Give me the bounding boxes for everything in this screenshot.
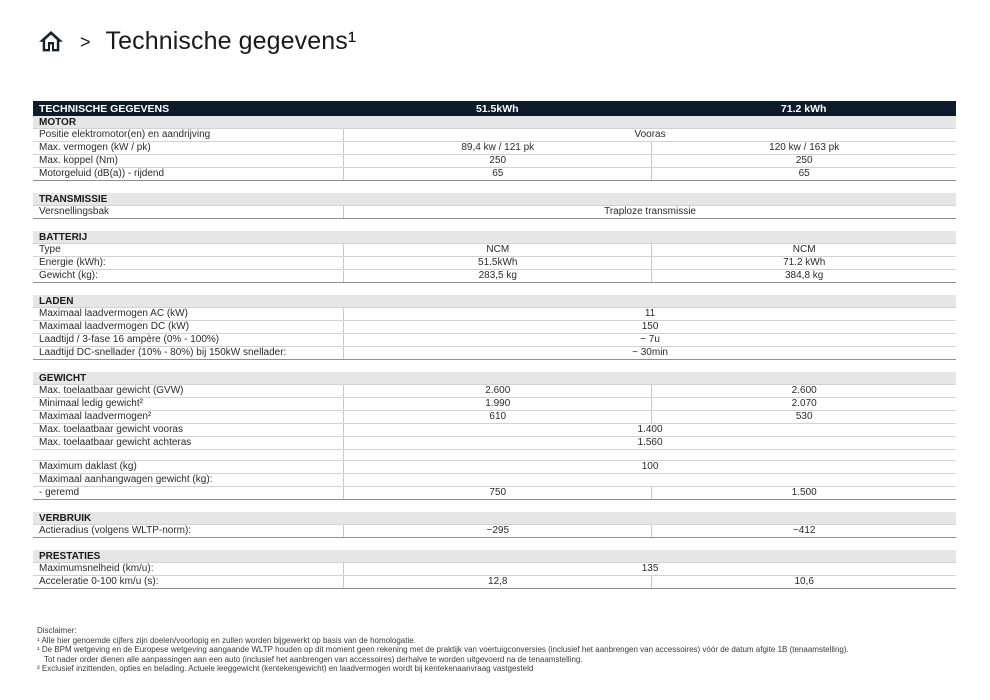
table-section: [33, 116, 956, 181]
row-label: Type: [39, 244, 61, 255]
table-section: [33, 231, 956, 283]
table-header-col1: 51.5kWh: [475, 102, 519, 115]
row-value: 384,8 kg: [651, 270, 956, 282]
table-row: [33, 525, 956, 538]
table-row: [33, 411, 956, 424]
row-label: Maximumsnelheid (km/u):: [39, 563, 154, 574]
row-label: Laadtijd DC-snellader (10% - 80%) bij 150kW snellader:: [39, 347, 287, 358]
disclaimer-title: Disclaimer:: [37, 626, 77, 635]
row-value-empty: [343, 474, 956, 486]
table-row: [33, 321, 956, 334]
row-label: Gewicht (kg):: [39, 270, 98, 281]
row-value: 135: [343, 563, 956, 575]
row-value: 750: [343, 487, 651, 499]
row-value: 1.560: [343, 437, 956, 449]
table-row: [33, 129, 956, 142]
row-value: Traploze transmissie: [343, 206, 956, 218]
disclaimer-line: ² Exclusief inzittenden, opties en belading. Actuele leeggewicht (kentekengewicht) en laadvermogen wordt bij kentekenaanvraag vastgesteld: [37, 664, 534, 673]
row-value: 2.070: [651, 398, 956, 410]
row-value: 1.500: [651, 487, 956, 499]
section-title: MOTOR: [33, 116, 956, 129]
table-row: [33, 450, 956, 461]
home-icon[interactable]: [37, 28, 65, 56]
row-label: Maximaal laadvermogen AC (kW): [39, 308, 188, 319]
row-value: 1.400: [343, 424, 956, 436]
home-icon-glyph: [37, 28, 65, 56]
row-label: - geremd: [39, 487, 80, 498]
table-row: [33, 244, 956, 257]
table-row: [33, 487, 956, 500]
row-value: 530: [651, 411, 956, 423]
section-title: PRESTATIES: [33, 550, 956, 563]
row-value: 12,8: [343, 576, 651, 588]
row-label: Maximaal laadvermogen²: [39, 411, 152, 422]
row-value: 65: [651, 168, 956, 180]
section-title: BATTERIJ: [33, 231, 956, 244]
table-header-title: TECHNISCHE GEGEVENS: [39, 102, 170, 115]
page-title: Technische gegevens¹: [105, 27, 357, 55]
table-row: [33, 563, 956, 576]
row-value: 10,6: [651, 576, 956, 588]
table-section: [33, 550, 956, 589]
table-section: [33, 295, 956, 360]
row-label: Max. koppel (Nm): [39, 155, 118, 166]
table-header: [33, 101, 956, 116]
row-value: 610: [343, 411, 651, 423]
spec-table: [33, 101, 956, 589]
table-sections: [33, 116, 956, 589]
row-value: 2.600: [343, 385, 651, 397]
row-value: Vooras: [343, 129, 956, 141]
row-value: 250: [343, 155, 651, 167]
disclaimer-line: Tot nader order dienen alle aanpassingen aan een auto (inclusief het aanbrengen van accessoires) derhalve te worden uitgevoerd na de tenaamstelling.: [44, 654, 583, 664]
row-label: Positie elektromotor(en) en aandrijving: [39, 129, 211, 140]
section-title: GEWICHT: [33, 372, 956, 385]
row-value: 100: [343, 461, 956, 473]
row-value: 283,5 kg: [343, 270, 651, 282]
row-label: Actieradius (volgens WLTP-norm):: [39, 525, 192, 536]
table-row: [33, 474, 956, 487]
row-value: 65: [343, 168, 651, 180]
table-row: [33, 398, 956, 411]
row-value: 11: [343, 308, 956, 320]
row-value: ~ 7u: [343, 334, 956, 346]
row-label: Maximaal aanhangwagen gewicht (kg):: [39, 474, 213, 485]
table-row: [33, 257, 956, 270]
table-row: [33, 385, 956, 398]
disclaimer-line: ¹ De BPM wetgeving en de Europese wetgeving aangaande WLTP houden op dit moment geen rekening met de praktijk van voertuigconversies (inclusief het aanbrengen van accessoires) vóór de datum afgite 1B (tenaamstelling).: [37, 645, 849, 654]
row-label: Motorgeluid (dB(a)) - rijdend: [39, 168, 165, 179]
table-row: [33, 347, 956, 360]
row-label: Laadtijd / 3-fase 16 ampère (0% - 100%): [39, 334, 220, 345]
table-section: [33, 193, 956, 219]
table-row: [33, 168, 956, 181]
disclaimer-line: ¹ Alle hier genoemde cijfers zijn doelen/voorlopig en zullen worden bijgewerkt op basis van de homologatie.: [37, 635, 416, 645]
section-title: VERBRUIK: [33, 512, 956, 525]
row-value: 51.5kWh: [343, 257, 651, 269]
table-row: [33, 142, 956, 155]
table-section: [33, 372, 956, 500]
row-value: ~ 30min: [343, 347, 956, 359]
row-label: Maximaal laadvermogen DC (kW): [39, 321, 190, 332]
table-row: [33, 206, 956, 219]
disclaimer: [37, 626, 956, 674]
row-value-empty: [343, 450, 956, 460]
section-title: TRANSMISSIE: [33, 193, 956, 206]
row-value: 2.600: [651, 385, 956, 397]
breadcrumb: [0, 0, 990, 62]
row-value: NCM: [651, 244, 956, 256]
row-label: [33, 450, 343, 460]
row-label: Versnellingsbak: [39, 206, 110, 217]
row-label: Acceleratie 0-100 km/u (s):: [39, 576, 159, 587]
section-title: LADEN: [33, 295, 956, 308]
row-value: 71.2 kWh: [651, 257, 956, 269]
row-label: Maximum daklast (kg): [39, 461, 137, 472]
table-row: [33, 437, 956, 450]
table-row: [33, 576, 956, 589]
row-value: 120 kw / 163 pk: [651, 142, 956, 154]
row-label: Max. toelaatbaar gewicht achteras: [39, 437, 192, 448]
row-value: ~412: [651, 525, 956, 537]
row-value: 250: [651, 155, 956, 167]
table-row: [33, 308, 956, 321]
table-row: [33, 424, 956, 437]
table-row: [33, 461, 956, 474]
row-value: ~295: [343, 525, 651, 537]
table-header-col2: 71.2 kWh: [780, 102, 827, 115]
row-label: Energie (kWh):: [39, 257, 106, 268]
row-label: Minimaal ledig gewicht²: [39, 398, 143, 409]
row-label: Max. toelaatbaar gewicht vooras: [39, 424, 183, 435]
row-label: Max. toelaatbaar gewicht (GVW): [39, 385, 184, 396]
table-row: [33, 270, 956, 283]
table-section: [33, 512, 956, 538]
row-value: 1.990: [343, 398, 651, 410]
row-value: NCM: [343, 244, 651, 256]
row-label: Max. vermogen (kW / pk): [39, 142, 151, 153]
table-row: [33, 334, 956, 347]
table-row: [33, 155, 956, 168]
row-value: 89,4 kw / 121 pk: [343, 142, 651, 154]
row-value: 150: [343, 321, 956, 333]
breadcrumb-separator: >: [80, 32, 91, 52]
